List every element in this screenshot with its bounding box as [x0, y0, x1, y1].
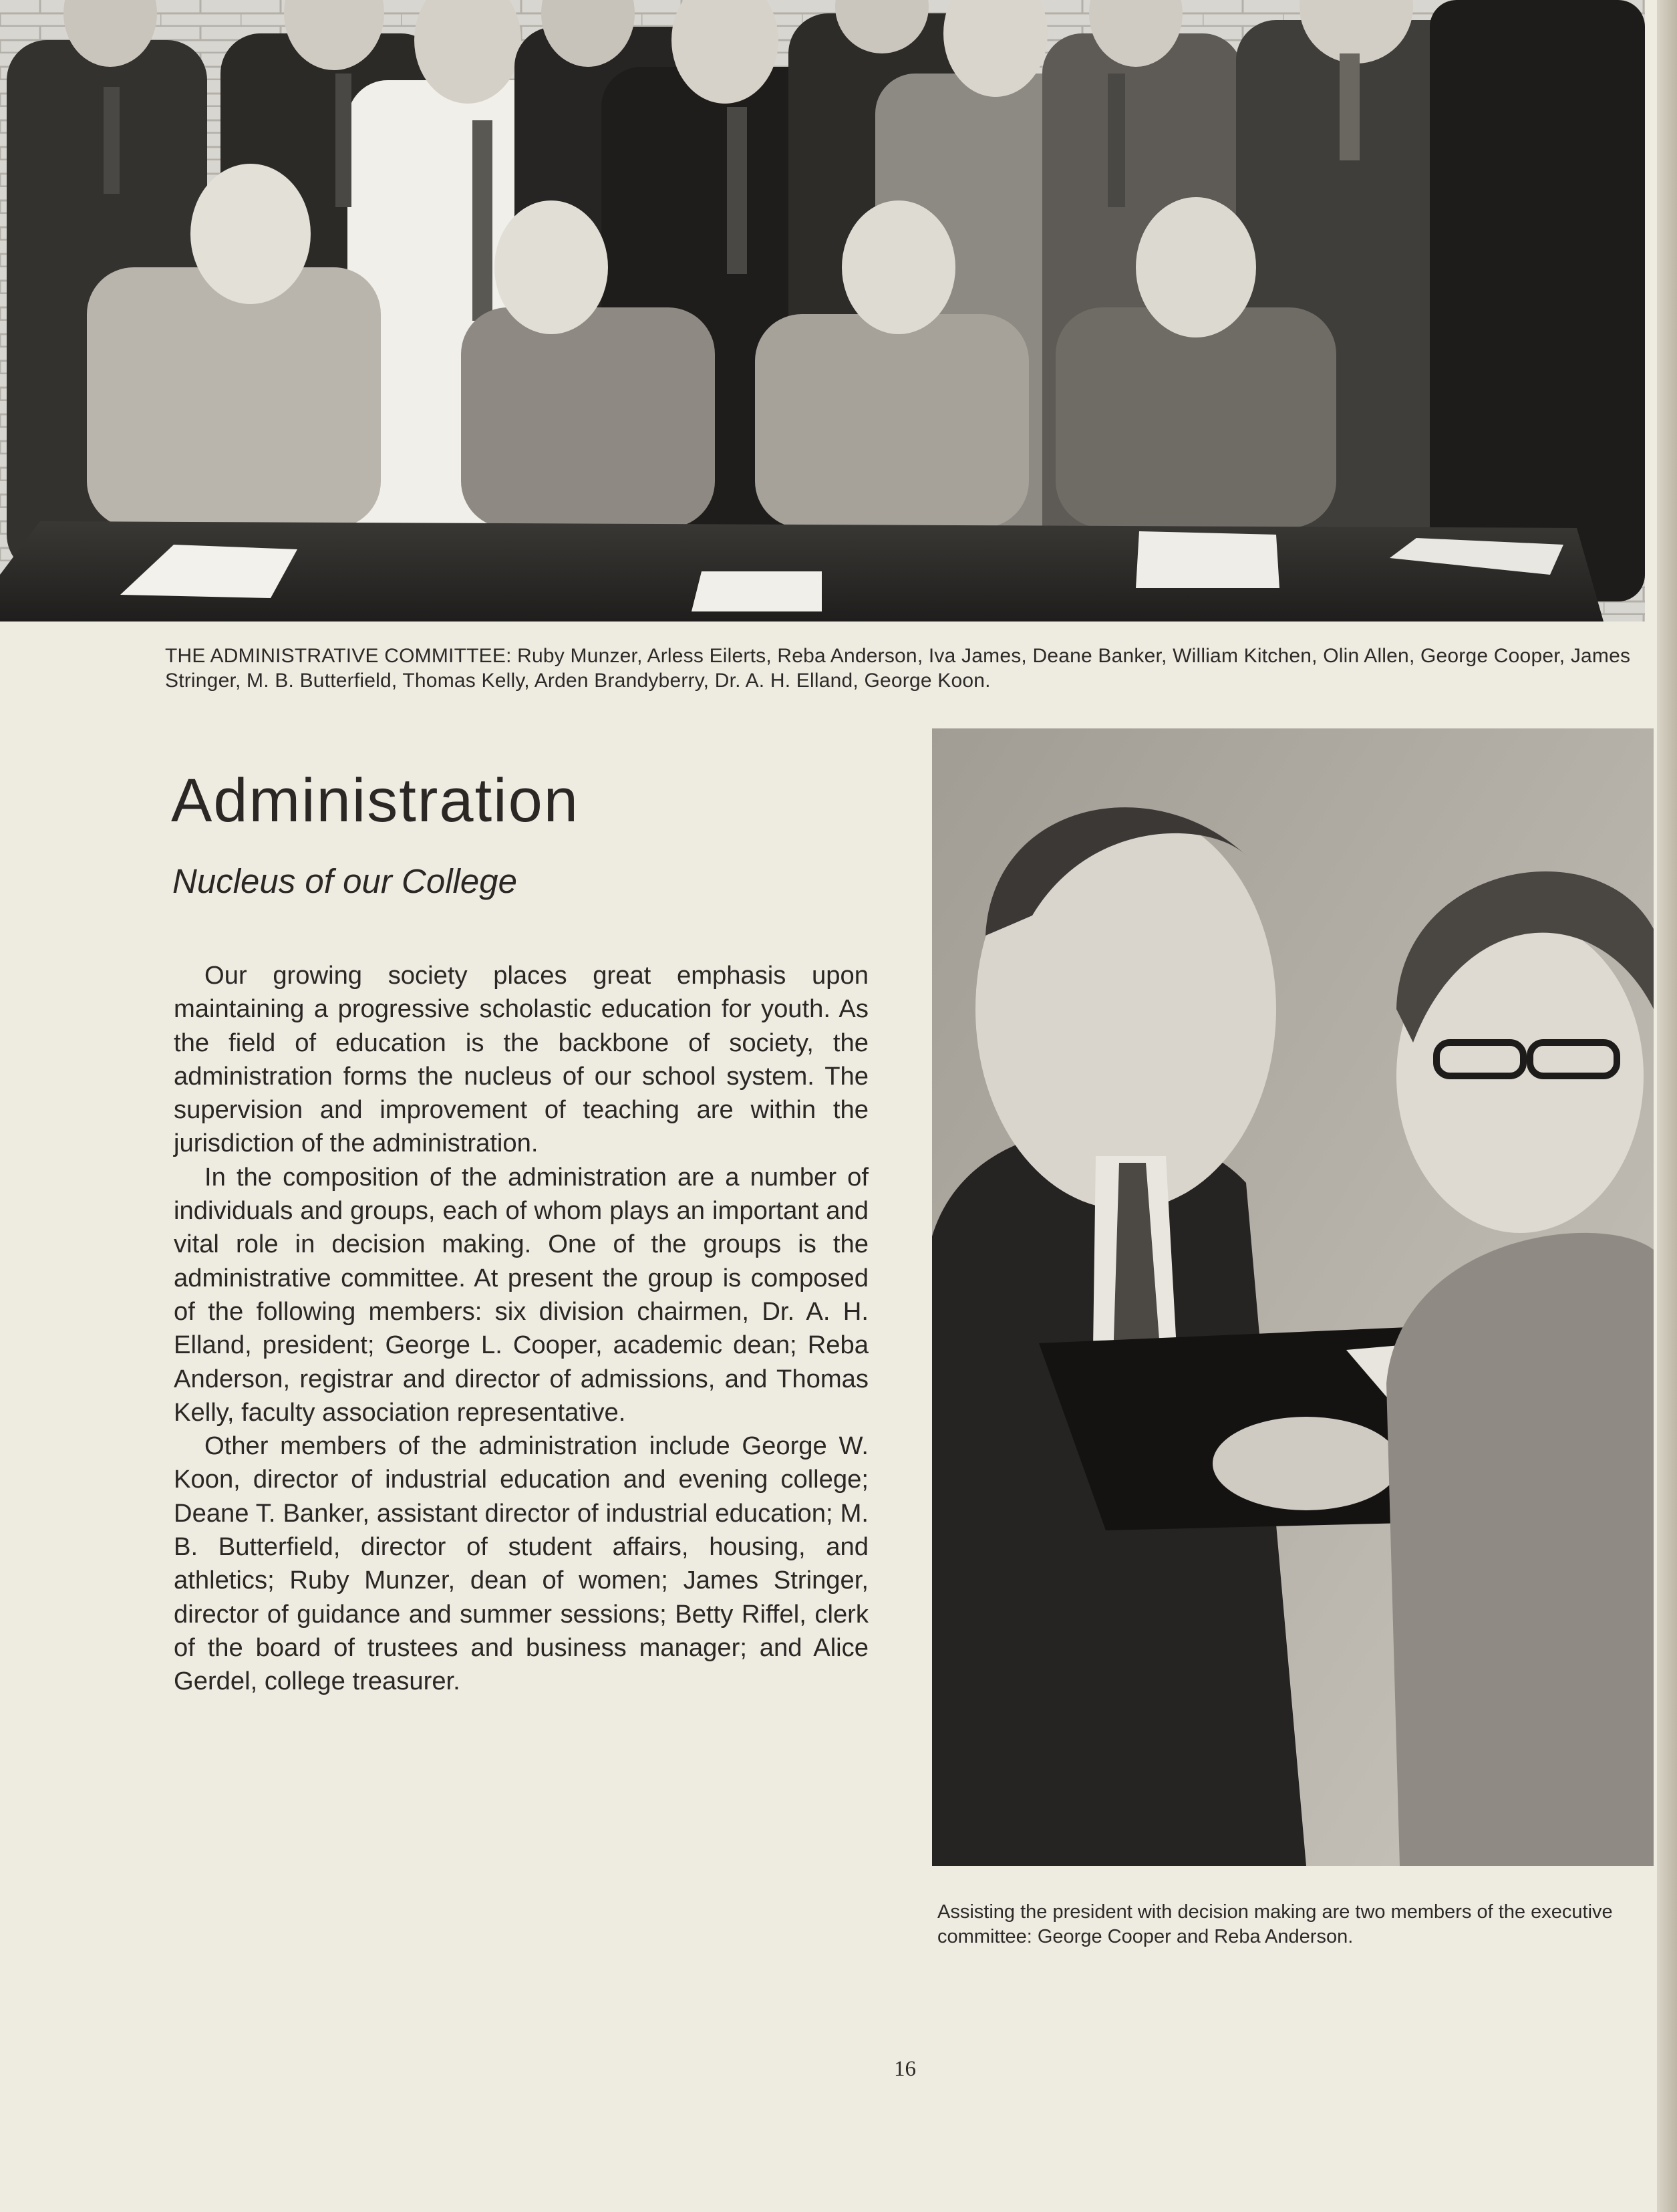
- decision-making-photo-caption: Assisting the president with decision making are two members of the executive committee: George Cooper and Reba Anderson.: [937, 1901, 1613, 1947]
- article-paragraph: Other members of the administration include George W. Koon, director of industrial education and evening college; Deane T. Banker, assistant director of industrial education; M. B. Butterfield, director of student affairs, housing, and athletics; Ruby Munzer, dean of women; James Stringer, director of guidance and summer sessions; Betty Riffel, clerk of the board of trustees and business manager; and Alice Gerdel, college treasurer.: [174, 1431, 869, 1696]
- decision-making-photo: [932, 728, 1654, 1866]
- article-body: [174, 959, 869, 1699]
- portrait-photo-illustration: [932, 728, 1654, 1866]
- article-paragraph: Our growing society places great emphasis upon maintaining a progressive scholastic education for youth. As the field of education is the backbone of society, the administration forms the nucleus of our school system. The supervision and improvement of teaching are within the jurisdiction of the administration.: [174, 961, 869, 1158]
- page-edge-shadow: [1657, 0, 1677, 2212]
- committee-photo-caption: THE ADMINISTRATIVE COMMITTEE: Ruby Munzer, Arless Eilerts, Reba Anderson, Iva James, Deane Banker, William Kitchen, Olin Allen, George Cooper, James Stringer, M. B. Butterfield, Thomas Kelly, Arden Brandyberry, Dr. A. H. Elland, George Koon.: [165, 645, 1631, 692]
- administrative-committee-photo: [0, 0, 1645, 621]
- article-paragraph: In the composition of the administration are a number of individuals and groups, each of whom plays an important and vital role in decision making. One of the groups is the administrative committee. At present the group is composed of the following members: six division chairmen, Dr. A. H. Elland, president; George L. Cooper, academic dean; Reba Anderson, registrar and director of admissions, and Thomas Kelly, faculty association representative.: [174, 1162, 869, 1427]
- group-photo-illustration: [0, 0, 1645, 621]
- page-title: Administration: [171, 767, 579, 835]
- page-number: 16: [894, 2057, 916, 2081]
- page-subtitle: Nucleus of our College: [172, 862, 517, 900]
